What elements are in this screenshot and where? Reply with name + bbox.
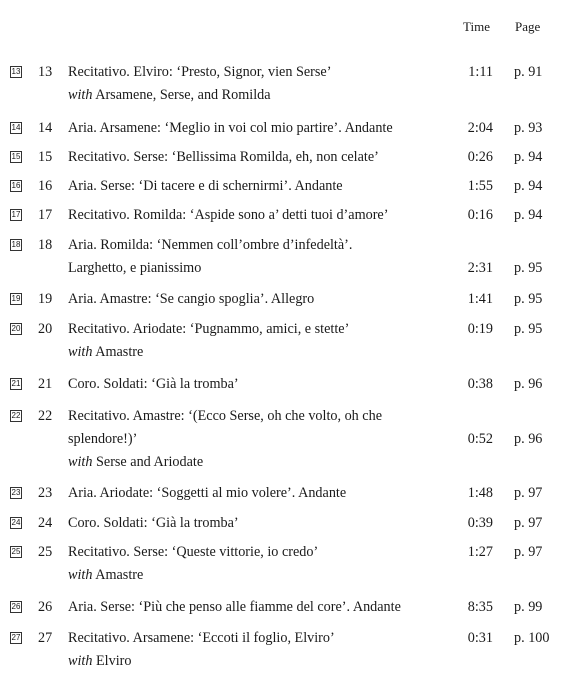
track-row bbox=[0, 512, 565, 535]
track-box-icon: 14 bbox=[11, 122, 21, 132]
track-number: 20 bbox=[38, 320, 53, 337]
track-box-icon: 15 bbox=[11, 151, 21, 161]
track-time: 1:48 bbox=[467, 485, 493, 502]
track-row bbox=[0, 541, 565, 588]
track-row bbox=[0, 482, 565, 505]
track-row bbox=[0, 146, 565, 169]
track-page: p. 94 bbox=[514, 207, 543, 224]
track-row bbox=[0, 318, 565, 365]
track-time: 2:31 bbox=[467, 260, 493, 277]
with-label: with bbox=[68, 567, 93, 584]
performers-names: Amastre bbox=[92, 567, 144, 584]
track-line bbox=[0, 650, 565, 673]
track-row bbox=[0, 373, 565, 396]
track-time: 0:16 bbox=[467, 207, 493, 224]
track-number: 22 bbox=[38, 407, 53, 424]
track-line bbox=[0, 288, 565, 311]
with-label: with bbox=[68, 653, 93, 670]
track-title: Aria. Ariodate: ‘Soggetti al mio volere’. Andante bbox=[68, 485, 347, 502]
track-row bbox=[0, 117, 565, 140]
track-time: 1:41 bbox=[467, 291, 493, 308]
track-title: Coro. Soldati: ‘Già la tromba’ bbox=[68, 376, 239, 393]
track-page: p. 95 bbox=[514, 320, 543, 337]
track-performers bbox=[68, 341, 143, 364]
track-line bbox=[0, 451, 565, 474]
track-page: p. 100 bbox=[514, 629, 550, 646]
track-time: 2:04 bbox=[467, 119, 493, 136]
track-performers bbox=[68, 451, 203, 474]
track-line bbox=[0, 512, 565, 535]
track-line bbox=[0, 405, 565, 428]
track-number: 26 bbox=[38, 598, 53, 615]
track-title: Aria. Arsamene: ‘Meglio in voi col mio partire’. Andante bbox=[68, 119, 393, 136]
track-page: p. 94 bbox=[514, 148, 543, 165]
track-box-icon: 24 bbox=[11, 517, 21, 527]
time-column-header: Time bbox=[463, 19, 490, 34]
track-row bbox=[0, 405, 565, 475]
track-title: splendore!)’ bbox=[68, 430, 138, 447]
track-number: 19 bbox=[38, 291, 53, 308]
track-box-icon: 21 bbox=[11, 379, 21, 389]
track-page: p. 96 bbox=[514, 430, 543, 447]
with-label: with bbox=[68, 454, 93, 471]
track-title: Larghetto, e pianissimo bbox=[68, 260, 202, 277]
track-box-icon: 23 bbox=[11, 488, 21, 498]
track-line bbox=[0, 428, 565, 451]
track-line bbox=[0, 596, 565, 619]
track-row bbox=[0, 627, 565, 674]
track-row bbox=[0, 234, 565, 281]
track-time: 0:26 bbox=[467, 148, 493, 165]
track-box-icon: 26 bbox=[11, 601, 21, 611]
track-page: p. 93 bbox=[514, 119, 543, 136]
track-list bbox=[0, 61, 565, 674]
performers-names: Elviro bbox=[92, 653, 132, 670]
track-line bbox=[0, 117, 565, 140]
track-title: Coro. Soldati: ‘Già la tromba’ bbox=[68, 514, 239, 531]
track-title: Recitativo. Serse: ‘Bellissima Romilda, eh, non celate’ bbox=[68, 148, 379, 165]
track-number: 15 bbox=[38, 148, 53, 165]
with-label: with bbox=[68, 343, 93, 360]
track-page: p. 95 bbox=[514, 260, 543, 277]
page-column-header: Page bbox=[515, 19, 541, 34]
track-title: Aria. Amastre: ‘Se cangio spoglia’. Allegro bbox=[68, 291, 315, 308]
track-box-icon: 17 bbox=[11, 210, 21, 220]
track-title: Recitativo. Serse: ‘Queste vittorie, io credo’ bbox=[68, 544, 319, 561]
track-line bbox=[0, 318, 565, 341]
track-page: p. 95 bbox=[514, 291, 543, 308]
track-box-icon: 25 bbox=[11, 547, 21, 557]
track-box-icon: 16 bbox=[11, 181, 21, 191]
track-time: 1:27 bbox=[467, 544, 493, 561]
track-line bbox=[0, 84, 565, 107]
track-page: p. 97 bbox=[514, 544, 543, 561]
track-time: 8:35 bbox=[467, 598, 493, 615]
track-row bbox=[0, 204, 565, 227]
performers-names: Arsamene, Serse, and Romilda bbox=[92, 87, 271, 104]
track-page: p. 99 bbox=[514, 598, 543, 615]
track-box-icon: 27 bbox=[11, 632, 21, 642]
track-title: Recitativo. Amastre: ‘(Ecco Serse, oh che volto, oh che bbox=[68, 407, 382, 424]
track-time: 1:11 bbox=[468, 64, 493, 80]
track-line bbox=[0, 146, 565, 169]
track-line bbox=[0, 341, 565, 364]
track-page: p. 91 bbox=[514, 64, 543, 80]
track-performers bbox=[68, 650, 131, 673]
track-row bbox=[0, 175, 565, 198]
track-row bbox=[0, 288, 565, 311]
track-number: 24 bbox=[38, 514, 53, 531]
track-title: Aria. Romilda: ‘Nemmen coll’ombre d’infedeltà’. bbox=[68, 236, 353, 253]
track-time: 0:52 bbox=[467, 430, 493, 447]
track-box-icon: 18 bbox=[11, 239, 21, 249]
track-line bbox=[0, 627, 565, 650]
track-line bbox=[0, 541, 565, 564]
track-box-icon: 22 bbox=[11, 410, 21, 420]
track-time: 0:19 bbox=[467, 320, 493, 337]
track-number: 25 bbox=[38, 544, 53, 561]
track-page: p. 96 bbox=[514, 376, 543, 393]
track-line bbox=[0, 175, 565, 198]
track-title: Recitativo. Elviro: ‘Presto, Signor, vien Serse’ bbox=[68, 64, 332, 80]
track-box-icon: 20 bbox=[11, 323, 21, 333]
track-title: Aria. Serse: ‘Più che penso alle fiamme del core’. Andante bbox=[68, 598, 401, 615]
table-header bbox=[0, 19, 565, 37]
track-number: 21 bbox=[38, 376, 53, 393]
track-title: Recitativo. Romilda: ‘Aspide sono a’ detti tuoi d’amore’ bbox=[68, 207, 389, 224]
track-title: Recitativo. Ariodate: ‘Pugnammo, amici, e stette’ bbox=[68, 320, 350, 337]
track-row bbox=[0, 61, 565, 108]
track-box-icon: 19 bbox=[11, 294, 21, 304]
track-number: 14 bbox=[38, 119, 53, 136]
track-title: Aria. Serse: ‘Di tacere e di schernirmi’. Andante bbox=[68, 178, 343, 195]
track-box-icon: 13 bbox=[11, 67, 21, 76]
track-line bbox=[0, 234, 565, 257]
track-number: 27 bbox=[38, 629, 53, 646]
track-line bbox=[0, 61, 565, 84]
track-performers bbox=[68, 84, 271, 107]
track-number: 13 bbox=[38, 64, 53, 80]
track-line bbox=[0, 482, 565, 505]
track-line bbox=[0, 257, 565, 280]
track-time: 1:55 bbox=[467, 178, 493, 195]
track-page: p. 94 bbox=[514, 178, 543, 195]
track-number: 17 bbox=[38, 207, 53, 224]
performers-names: Amastre bbox=[92, 343, 144, 360]
track-page: p. 97 bbox=[514, 485, 543, 502]
with-label: with bbox=[68, 87, 93, 104]
track-line bbox=[0, 204, 565, 227]
track-line bbox=[0, 373, 565, 396]
track-time: 0:39 bbox=[467, 514, 493, 531]
track-page: p. 97 bbox=[514, 514, 543, 531]
track-number: 16 bbox=[38, 178, 53, 195]
track-time: 0:31 bbox=[467, 629, 493, 646]
track-title: Recitativo. Arsamene: ‘Eccoti il foglio, Elviro’ bbox=[68, 629, 335, 646]
track-number: 23 bbox=[38, 485, 53, 502]
track-time: 0:38 bbox=[467, 376, 493, 393]
track-number: 18 bbox=[38, 236, 53, 253]
track-row bbox=[0, 596, 565, 619]
performers-names: Serse and Ariodate bbox=[92, 454, 204, 471]
